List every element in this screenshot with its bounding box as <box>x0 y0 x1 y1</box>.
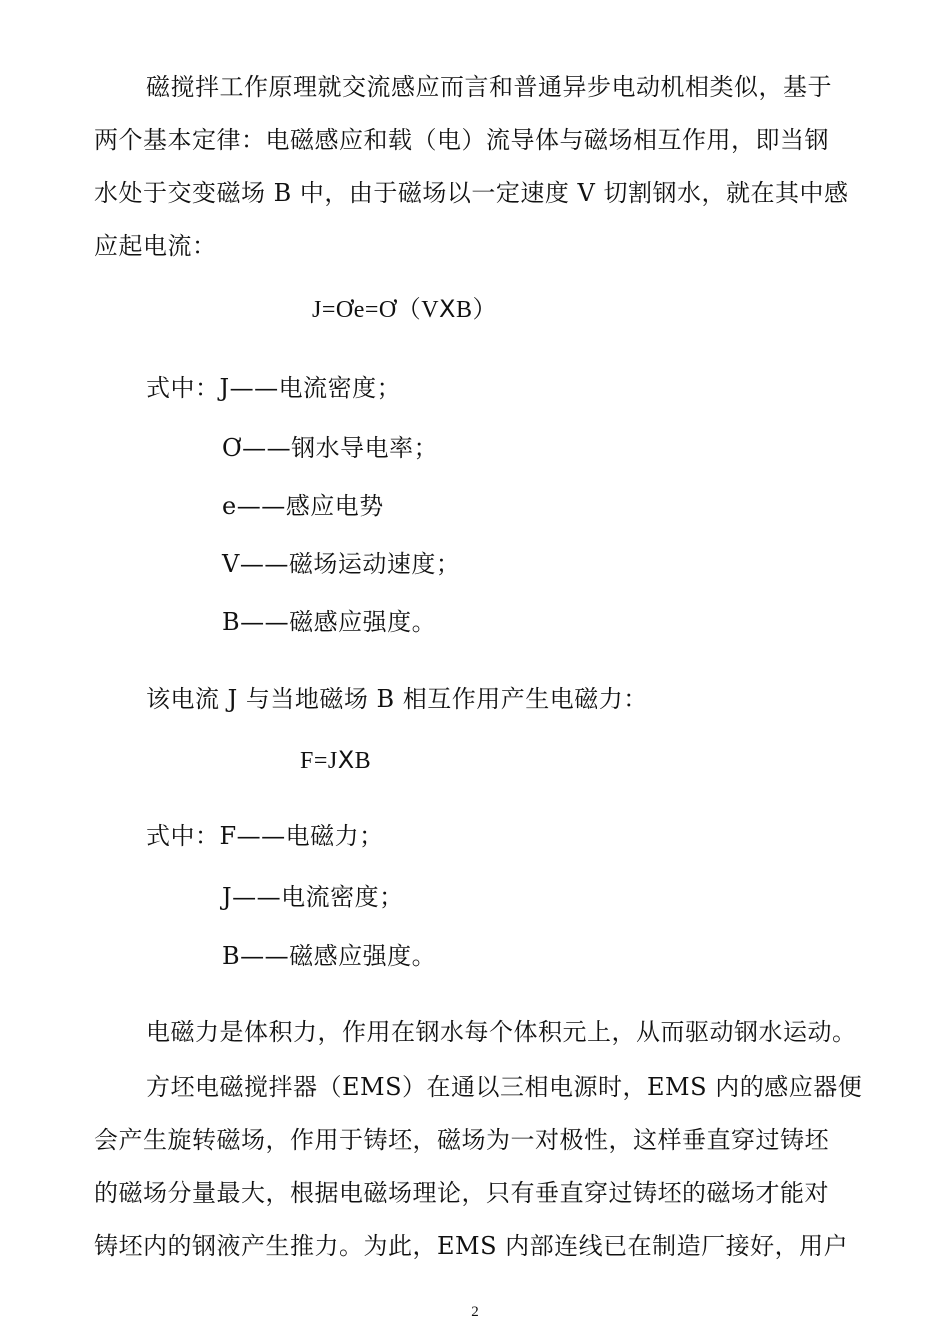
definition-emf: e——感应电势 <box>222 492 384 520</box>
paragraph4-line-4: 铸坯内的钢液产生推力。为此，EMS 内部连线已在制造厂接好，用户 <box>94 1232 849 1260</box>
page-number: 2 <box>471 1304 479 1320</box>
paragraph1-line-1: 磁搅拌工作原理就交流感应而言和普通异步电动机相类似，基于 <box>146 73 832 101</box>
definition-current-density: J——电流密度； <box>222 883 404 911</box>
definition-induction-strength-2: B——磁感应强度。 <box>222 942 437 970</box>
paragraph4-line-1: 方坯电磁搅拌器（EMS）在通以三相电源时，EMS 内的感应器便 <box>146 1073 863 1101</box>
paragraph3: 电磁力是体积力，作用在钢水每个体积元上，从而驱动钢水运动。 <box>146 1018 857 1046</box>
paragraph1-line-4: 应起电流： <box>94 232 217 260</box>
paragraph4-line-3: 的磁场分量最大，根据电磁场理论，只有垂直穿过铸坯的磁场才能对 <box>94 1179 829 1207</box>
paragraph1-line-2: 两个基本定律：电磁感应和载（电）流导体与磁场相互作用，即当钢 <box>94 126 829 154</box>
formula-current-density: J=Ơe=Ơ（VⅩB） <box>312 297 498 323</box>
definition-field-velocity: V——磁场运动速度； <box>222 550 461 578</box>
definitions2-intro: 式中：F——电磁力； <box>146 822 384 850</box>
formula-electromagnetic-force: F=JⅩB <box>300 748 372 774</box>
paragraph4-line-2: 会产生旋转磁场，作用于铸坯，磁场为一对极性，这样垂直穿过铸坯 <box>94 1126 829 1154</box>
paragraph1-line-3: 水处于交变磁场 B 中，由于磁场以一定速度 V 切割钢水，就在其中感 <box>94 179 849 207</box>
definition-induction-strength: B——磁感应强度。 <box>222 608 437 636</box>
paragraph2: 该电流 J 与当地磁场 B 相互作用产生电磁力： <box>146 685 648 713</box>
definitions1-intro: 式中：J——电流密度； <box>146 374 402 402</box>
definition-conductivity: Ơ——钢水导电率； <box>222 434 439 462</box>
